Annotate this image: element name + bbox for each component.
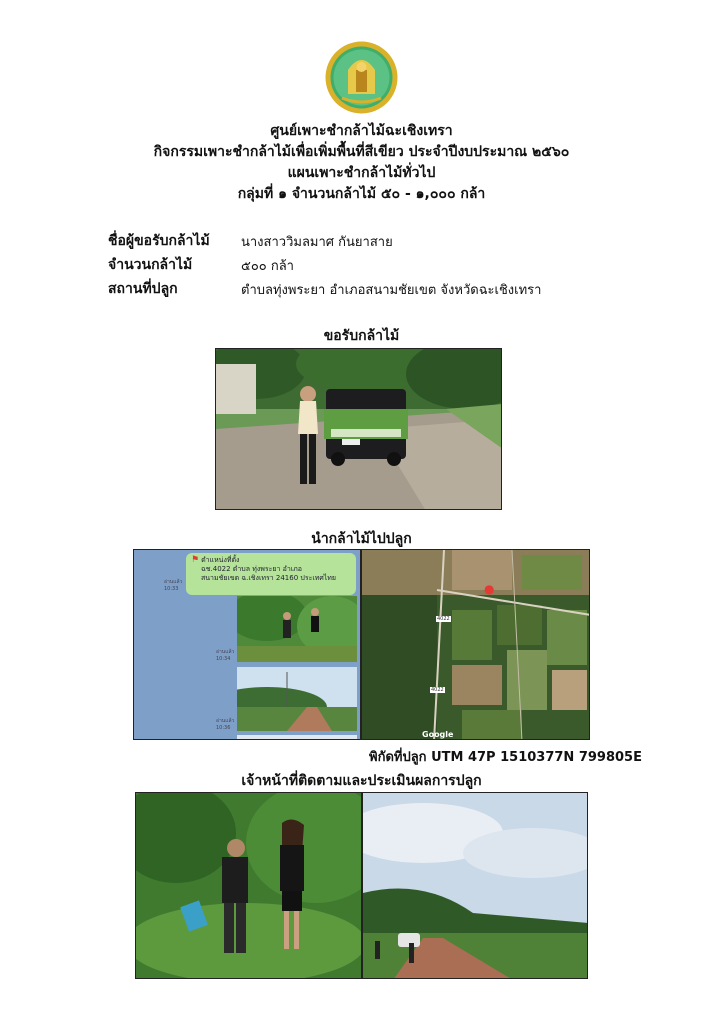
chat-photo-3-edge [237, 735, 357, 740]
google-watermark: Google [422, 730, 454, 739]
chat-photo-1 [237, 596, 357, 662]
satellite-map [361, 549, 590, 740]
location-value: ตำบลทุ่งพระยา อำเภอสนามชัยเขต จังหวัดฉะเชิงเทรา [241, 283, 542, 298]
location-bubble [186, 553, 356, 595]
title-line-1: ศูนย์เพาะชำกล้าไม้ฉะเชิงเทรา [270, 123, 453, 139]
flag-icon: ⚑ [191, 555, 200, 565]
requester-value: นางสาววิมลมาศ กันยาสาย [241, 235, 393, 250]
amount-value: ๕๐๐ กล้า [241, 259, 294, 274]
map-pin-icon: ● [484, 582, 495, 596]
department-seal [324, 40, 399, 115]
chat-photo-2 [237, 667, 357, 731]
planting-caption: นำกล้าไม้ไปปลูก [311, 531, 412, 547]
requester-label: ชื่อผู้ขอรับกล้าไม้ [108, 233, 210, 249]
read-time-1: อ่านแล้ว 10:33 [164, 579, 183, 592]
followup-photo-1 [135, 792, 362, 979]
title-line-4: กลุ่มที่ ๑ จำนวนกล้าไม้ ๕๐ - ๑,๐๐๐ กล้า [237, 186, 486, 202]
bubble-title: ตำแหน่งที่ตั้ง [201, 556, 240, 564]
followup-photo-2 [362, 792, 588, 979]
title-line-2: กิจกรรมเพาะชำกล้าไม้เพื่อเพิ่มพื้นที่สีเขียว ประจำปีงบประมาณ ๒๕๖๐ [153, 144, 570, 160]
followup-caption: เจ้าหน้าที่ติดตามและประเมินผลการปลูก [241, 773, 482, 789]
receive-caption: ขอรับกล้าไม้ [323, 328, 400, 344]
location-label: สถานที่ปลูก [108, 281, 178, 297]
chat-screenshot [133, 549, 361, 740]
read-time-2: อ่านแล้ว 10:34 [216, 649, 235, 662]
bubble-line-1: ฉช.4022 ตำบล ทุ่งพระยา อำเภอ [201, 565, 302, 573]
amount-label: จำนวนกล้าไม้ [108, 257, 193, 273]
title-line-3: แผนเพาะชำกล้าไม้ทั่วไป [287, 165, 436, 181]
receive-photo [215, 348, 502, 510]
read-time-3: อ่านแล้ว 10:36 [216, 718, 235, 731]
road-label-1: 4022 [437, 616, 450, 622]
road-label-2: 4022 [431, 687, 444, 693]
bubble-line-2: สนามชัยเขต ฉ.เชิงเทรา 24160 ประเทศไทย [201, 574, 337, 582]
coordinates-text: พิกัดที่ปลูก UTM 47P 1510377N 799805E [369, 750, 642, 765]
